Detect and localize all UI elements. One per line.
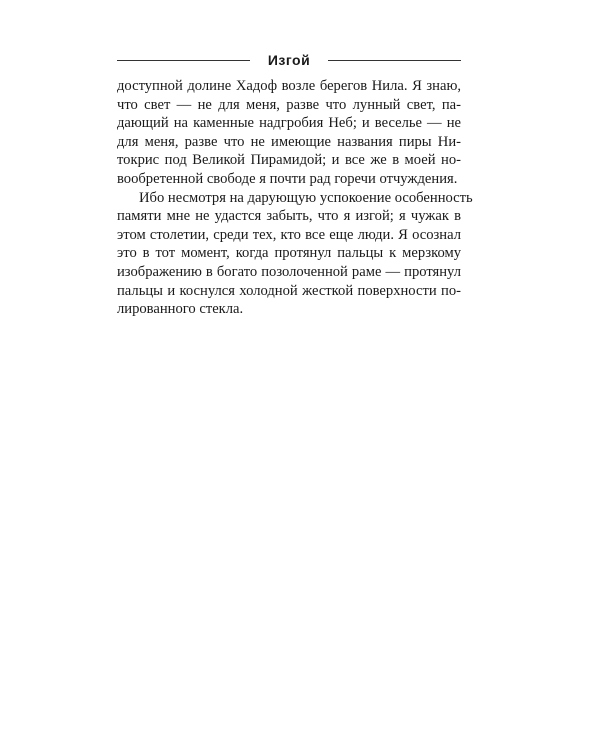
paragraph-1 xyxy=(117,77,461,189)
text-line: доступной долине Хадоф возле берегов Нила. Я знаю, xyxy=(117,78,461,94)
running-header xyxy=(117,50,461,70)
text-line: пальцы и коснулся холодной жесткой поверхности по- xyxy=(117,282,461,299)
text-line: изображению в богато позолоченной раме — протянул xyxy=(117,263,461,280)
text-line: Ибо несмотря на дарующую успокоение особенность xyxy=(139,189,473,206)
page-title: Изгой xyxy=(267,52,311,68)
text-line: это в тот момент, когда протянул пальцы к мерзкому xyxy=(117,245,461,262)
text-line: что свет — не для меня, разве что лунный свет, па- xyxy=(117,96,461,113)
text-line: памяти мне не удастся забыть, что я изгой; я чужак в xyxy=(117,208,461,225)
header-rule-left xyxy=(117,60,250,61)
header-rule-right xyxy=(328,60,461,61)
text-line: токрис под Великой Пирамидой; и все же в моей но- xyxy=(117,152,461,169)
text-line: этом столетии, среди тех, кто все еще люди. Я осознал xyxy=(117,226,461,243)
paragraph-2 xyxy=(117,189,473,319)
body-text xyxy=(117,77,473,319)
text-line: лированного стекла. xyxy=(117,301,244,318)
text-line: для меня, разве что не имеющие названия пиры Ни- xyxy=(117,133,461,150)
text-line: дающий на каменные надгробия Неб; и веселье — не xyxy=(117,115,461,132)
text-line: вообретенной свободе я почти рад горечи отчуждения. xyxy=(117,170,458,187)
